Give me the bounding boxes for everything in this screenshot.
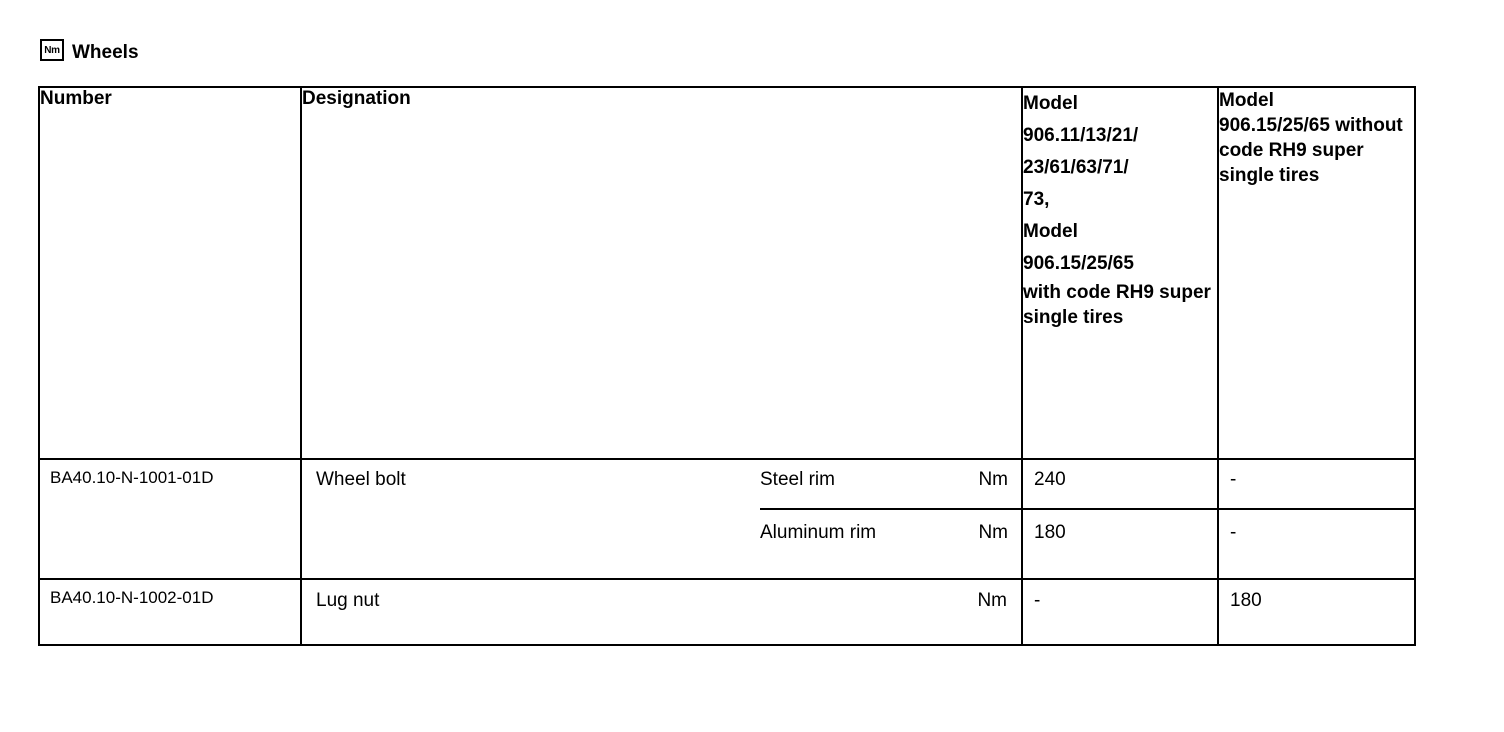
sub-divider	[1023, 508, 1217, 510]
header-model-b	[1218, 87, 1415, 459]
row-number-cell	[39, 459, 301, 579]
torque-value: 180	[1034, 522, 1066, 543]
table-row	[39, 459, 1415, 579]
part-number: BA40.10-N-1001-01D	[50, 468, 214, 487]
torque-value: 240	[1034, 469, 1066, 490]
header-model-a-line: 906.11/13/21/	[1023, 125, 1139, 146]
header-model-b-line: Model	[1219, 90, 1274, 111]
header-model-b-line: 906.15/25/65 without code RH9 super single tires	[1219, 115, 1403, 186]
row-model-a-cell	[1022, 459, 1218, 579]
table-row	[39, 579, 1415, 645]
header-model-a-line: 23/61/63/71/	[1023, 157, 1129, 178]
torque-value: -	[1230, 522, 1237, 543]
header-model-a-line: with code RH9 super single tires	[1023, 282, 1211, 328]
part-number: BA40.10-N-1002-01D	[50, 588, 214, 607]
row-model-b-cell	[1218, 579, 1415, 645]
header-model-a-line: Model	[1023, 221, 1078, 242]
row-designation-cell	[301, 459, 1022, 579]
designation-text: Wheel bolt	[316, 469, 406, 490]
torque-value: -	[1230, 469, 1237, 490]
row-designation-cell	[301, 579, 1022, 645]
header-designation: Designation	[301, 87, 1022, 459]
row-number-cell	[39, 579, 301, 645]
header-model-a-line: 906.15/25/65	[1023, 253, 1134, 274]
unit-label: Nm	[978, 522, 1008, 543]
torque-spec-table	[38, 86, 1416, 646]
sub-label: Aluminum rim	[760, 522, 877, 543]
header-number: Number	[39, 87, 301, 459]
sub-divider	[1219, 508, 1414, 510]
table-header-row	[39, 87, 1415, 459]
row-model-a-cell	[1022, 579, 1218, 645]
header-model-a-line: 73,	[1023, 189, 1050, 210]
section-title: Wheels	[72, 42, 139, 63]
sub-divider	[760, 508, 1021, 510]
header-model-a-line: Model	[1023, 93, 1078, 114]
header-model-a	[1022, 87, 1218, 459]
torque-value: -	[1034, 590, 1041, 611]
torque-value: 180	[1230, 590, 1262, 611]
sub-label: Steel rim	[760, 469, 835, 490]
unit-label: Nm	[978, 469, 1008, 490]
section-heading	[40, 40, 139, 66]
designation-text: Lug nut	[316, 590, 380, 611]
row-model-b-cell	[1218, 459, 1415, 579]
torque-nm-icon: Nm	[40, 39, 64, 61]
unit-label: Nm	[977, 590, 1007, 611]
